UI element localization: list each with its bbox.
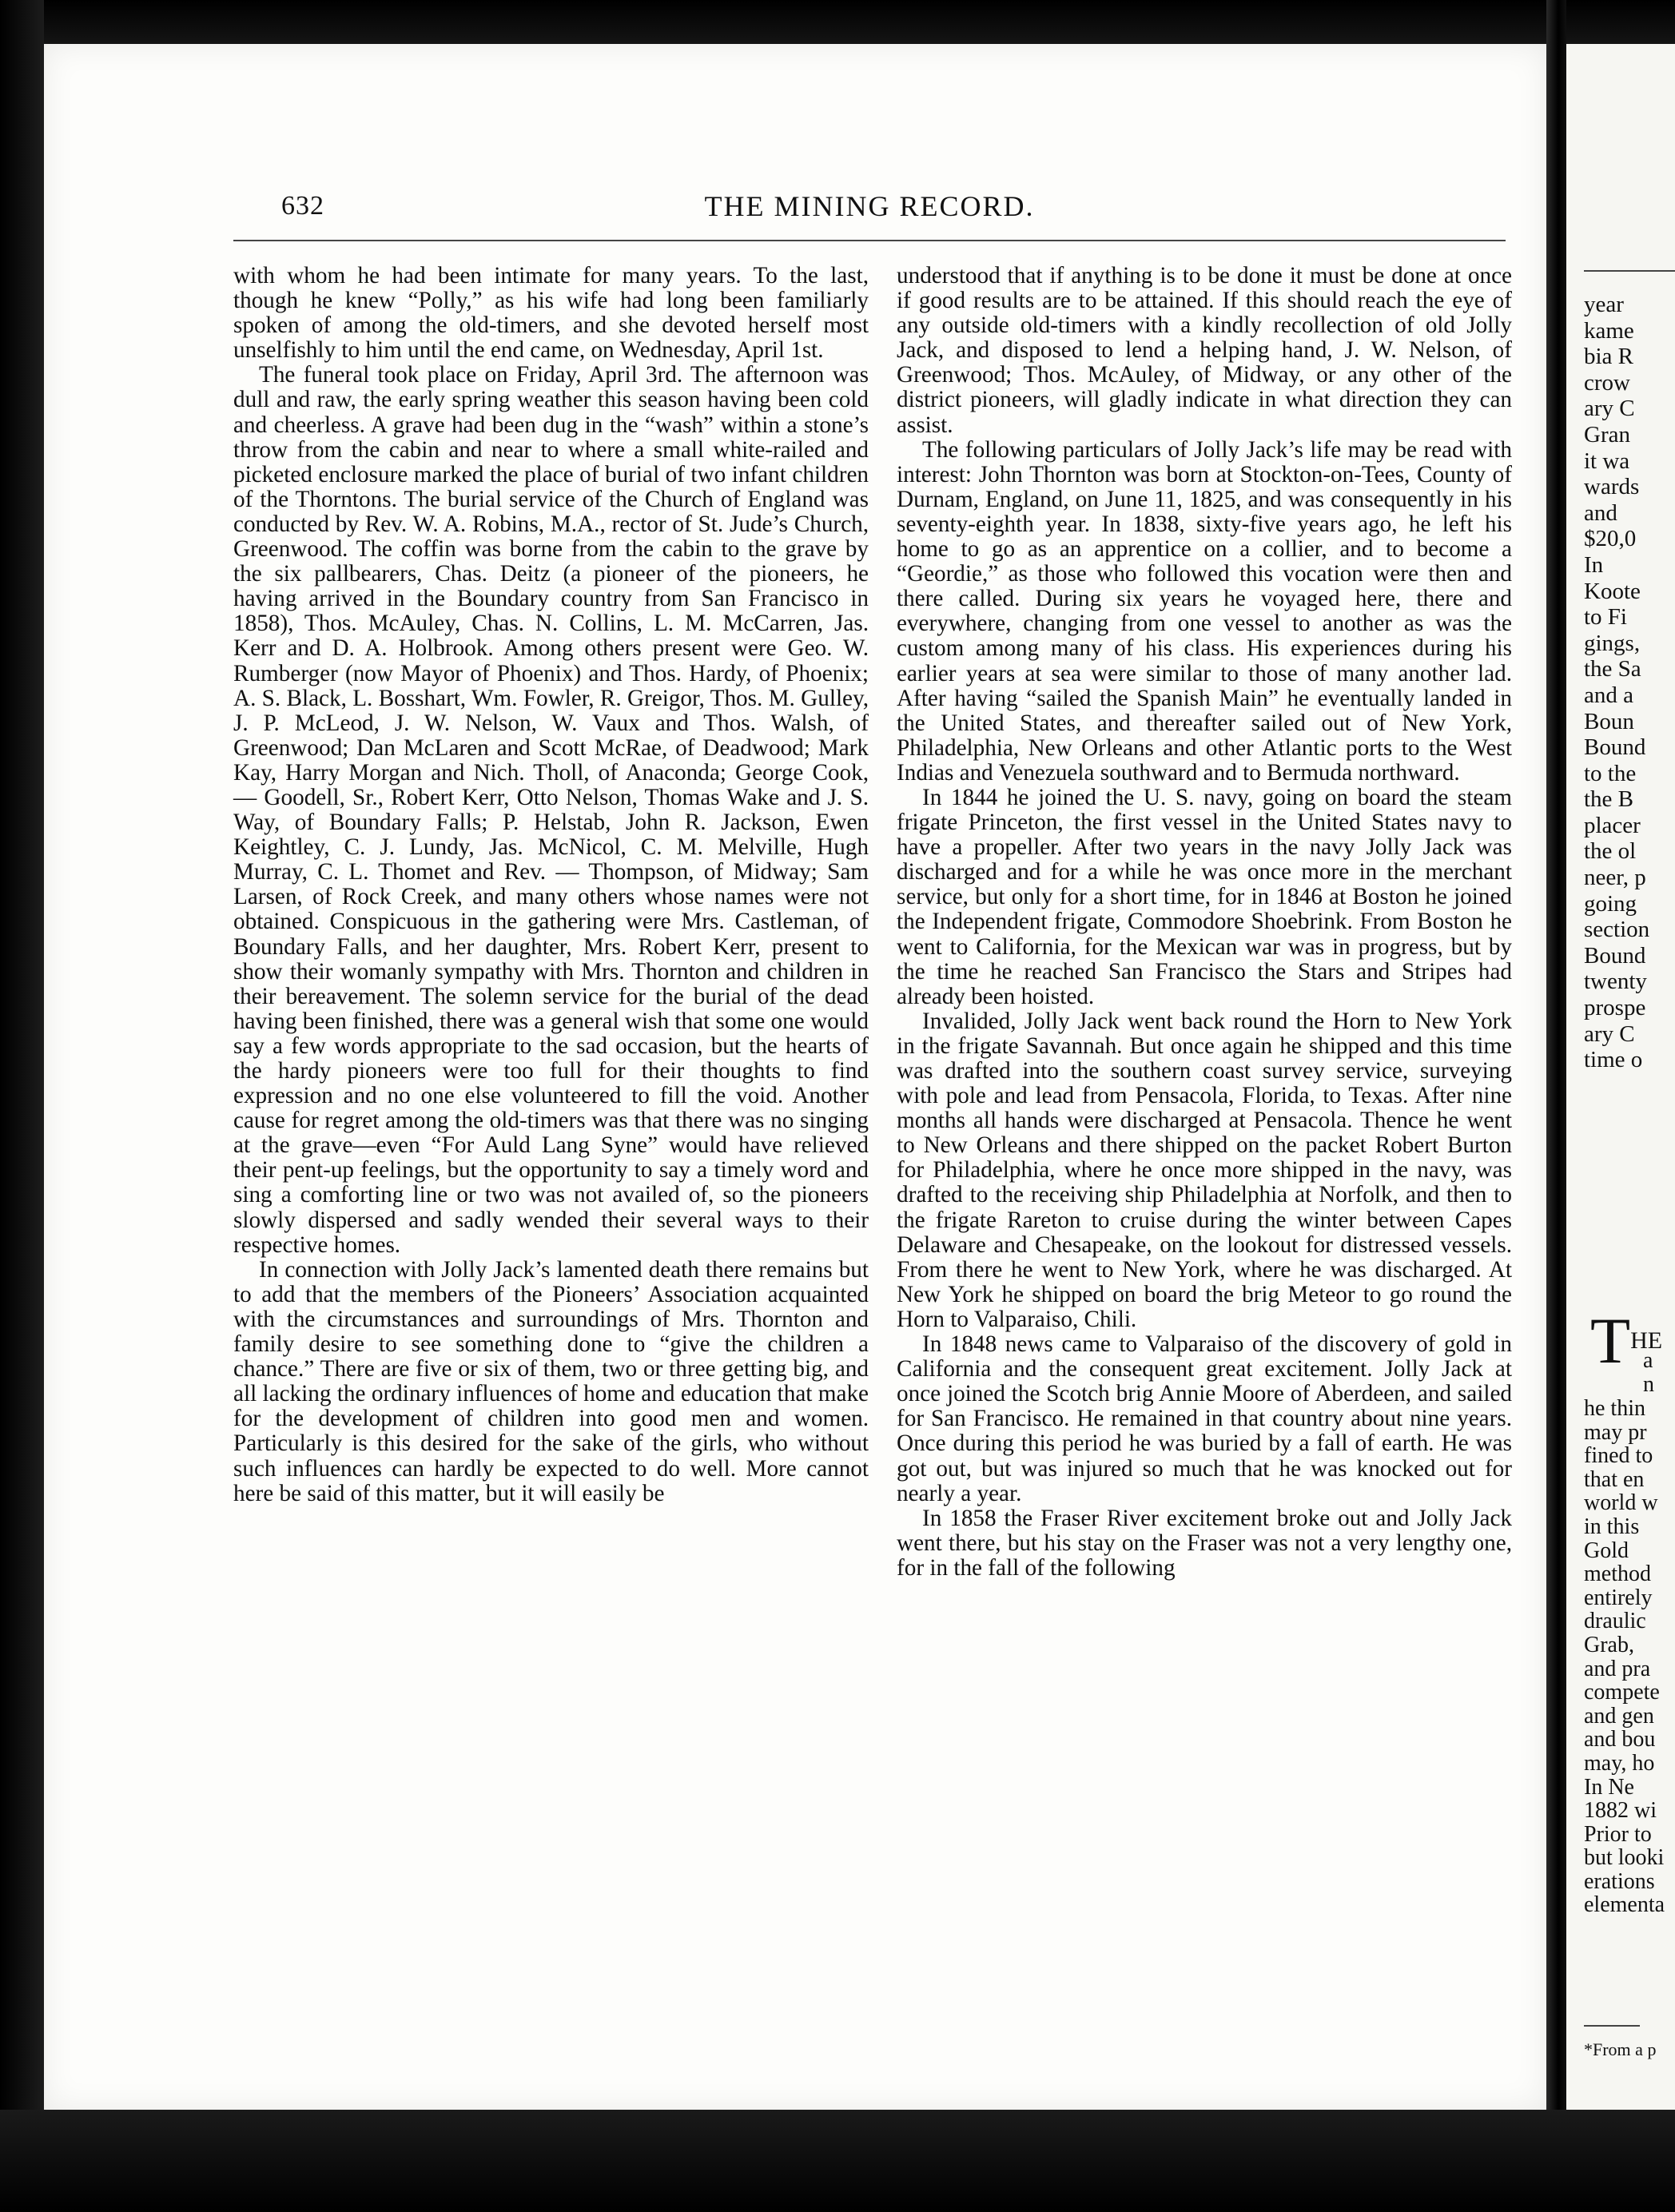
- scan-border-top: [0, 0, 1675, 44]
- text-fragment: Gran: [1584, 421, 1630, 448]
- text-fragment: crow: [1584, 369, 1630, 396]
- page-number: 632: [281, 191, 324, 221]
- text-fragment: 1882 wi: [1584, 1798, 1657, 1824]
- book-gutter: [1546, 0, 1566, 2212]
- text-fragment: prospe: [1584, 995, 1646, 1021]
- paragraph: with whom he had been intimate for many years. To the last, though he knew “Polly,” as his wife had long been familiarly spoken of among the old-timers, and she devoted herself most unselfishly to him until the end came, on Wednesday, April 1st.: [233, 263, 869, 364]
- right-column: [897, 264, 1512, 1581]
- paragraph: understood that if anything is to be done it must be done at once if good results are to be attained. If this should reach the eye of any outside old-timers with a kindly recollection of old Jolly Jack, and disposed to lend a helping hand, J. W. Nelson, of Greenwood; Thos. McAuley, of Midway, or any other of the district pioneers, will gladly indicate in what direction they can assist.: [897, 263, 1512, 438]
- text-fragment: ary C: [1584, 1020, 1635, 1047]
- text-fragment: $20,0: [1584, 526, 1637, 552]
- text-fragment: section: [1584, 917, 1650, 943]
- text-fragment: and: [1584, 499, 1617, 526]
- paragraph: In 1844 he joined the U. S. navy, going on board the steam frigate Princeton, the first vessel in the United States navy to have a propeller. After two years in the navy Jolly Jack was discharged and for a while he was once more in the merchant service, but only for a short time, for in 1846 at Boston he joined the Independent frigate, Commodore Shoebrink. From Boston he went to California, for the Mexican war was in progress, but by the time he reached San Francisco the Stars and Stripes had already been hoisted.: [897, 784, 1512, 1009]
- text-fragment: In: [1584, 551, 1604, 578]
- paragraph: In 1858 the Fraser River excitement broke out and Jolly Jack went there, but his stay on the Fraser was not a very lengthy one, for in the fall of the following: [897, 1505, 1512, 1581]
- text-fragment: Gold: [1584, 1538, 1629, 1563]
- text-fragment: entirely: [1584, 1585, 1653, 1610]
- text-fragment: fined to: [1584, 1443, 1653, 1469]
- text-fragment: draulic: [1584, 1609, 1646, 1634]
- text-fragment: erations: [1584, 1868, 1655, 1894]
- text-fragment: method: [1584, 1562, 1651, 1587]
- text-fragment: and pra: [1584, 1656, 1651, 1681]
- drop-cap-continuation: HE: [1630, 1327, 1663, 1354]
- paragraph: In connection with Jolly Jack’s lamented death there remains but to add that the members of the Pioneers’ Association acquainted with the circumstances and surroundings of Mrs. Thornton and family desire to see something done to “give the children a chance.” There are five or six of them, two or three getting big, and all lacking the ordinary influences of home and education that make for the development of children into good men and women. Particularly is this desired for the sake of the girls, who without such influences can hardly be expected to do well. More cannot here be said of this matter, but it will easily be: [233, 1256, 869, 1506]
- scan-border-left: [0, 0, 44, 2212]
- text-fragment: to Fi: [1584, 604, 1627, 631]
- paragraph: Invalided, Jolly Jack went back round the Horn to New York in the frigate Savannah. But once again he shipped and this time was drafted into the southern coast survey service, surveying with pole and lead from Pensacola, Florida, to Texas. After nine months all hands were discharged at Pensacola. Thence he went to New Orleans and there shipped on the packet Robert Burton for Philadelphia, where he once more shipped in the navy, was drafted to the receiving ship Philadelphia at Norfolk, and then to the frigate Rareton to cruise during the winter between Capes Delaware and Chesapeake, on the lookout for distressed vessels. From there he went to New York, where he was discharged. At New York he shipped on board the brig Meteor to go round the Horn to Valparaiso, Chili.: [897, 1008, 1512, 1332]
- text-fragment: to the: [1584, 760, 1637, 786]
- facing-page-lower-text: [1584, 1397, 1675, 1917]
- paragraph: In 1848 news came to Valparaiso of the discovery of gold in California and the consequent great excitement. Jolly Jack at once joined the Scotch brig Annie Moore of Aberdeen, and sailed for San Francisco. He remained in that country about nine years. Once during this period he was buried by a fall of earth. He was got out, but was injured so much that he was knocked out for nearly a year.: [897, 1331, 1512, 1506]
- text-fragment: elementa: [1584, 1892, 1665, 1918]
- text-fragment: Grab,: [1584, 1632, 1634, 1657]
- text-fragment: wards: [1584, 474, 1640, 500]
- scan-border-bottom: [0, 2110, 1675, 2212]
- text-fragment: ary C: [1584, 396, 1635, 422]
- footnote-rule: [1584, 2025, 1640, 2027]
- text-fragment: a: [1643, 1348, 1653, 1373]
- header-rule: [233, 240, 1506, 241]
- text-fragment: and gen: [1584, 1703, 1654, 1729]
- text-fragment: Bound: [1584, 734, 1646, 761]
- facing-page-fragment: [1566, 44, 1675, 2110]
- text-fragment: and a: [1584, 682, 1633, 708]
- text-fragment: kame: [1584, 317, 1634, 344]
- text-fragment: but looki: [1584, 1845, 1665, 1871]
- text-fragment: may pr: [1584, 1419, 1647, 1445]
- text-fragment: bia R: [1584, 344, 1634, 370]
- text-fragment: neer, p: [1584, 865, 1646, 891]
- text-fragment: compete: [1584, 1680, 1660, 1705]
- footnote-fragment: *From a p: [1584, 2039, 1657, 2059]
- paragraph: The following particulars of Jolly Jack’s life may be read with interest: John Thornton was born at Stockton-on-Tees, County of Durnam, England, on June 11, 1825, and was consequently in his seventy-eighth year. In 1838, sixty-five years ago, he left his home to go as an apprentice on a collier, and to become a “Geordie,” as those who followed this vocation were then and there called. During six years he voyaged here, there and everywhere, changing from one vessel to another as was the custom among many of his class. His experiences during his earlier years at sea were similar to those of many another lad. After having “sailed the Spanish Main” he eventually landed in the United States, and thereafter sailed out of New York, Philadelphia, New Orleans and other Atlantic ports to the West Indias and Venezuela southward and to Bermuda northward.: [897, 436, 1512, 786]
- text-fragment: the B: [1584, 786, 1634, 813]
- text-fragment: gings,: [1584, 630, 1641, 656]
- facing-page-upper-text: [1584, 292, 1675, 1073]
- text-fragment: Prior to: [1584, 1821, 1652, 1847]
- text-fragment: Bound: [1584, 942, 1646, 969]
- text-fragment: n: [1643, 1372, 1654, 1397]
- text-fragment: and bou: [1584, 1727, 1656, 1752]
- text-fragment: in this: [1584, 1514, 1640, 1539]
- text-fragment: he thin: [1584, 1396, 1645, 1421]
- text-fragment: world w: [1584, 1490, 1658, 1516]
- text-fragment: time o: [1584, 1047, 1643, 1073]
- text-fragment: Koote: [1584, 578, 1641, 604]
- text-fragment: going: [1584, 890, 1637, 917]
- text-fragment: it wa: [1584, 448, 1630, 474]
- text-fragment: Boun: [1584, 708, 1634, 734]
- text-fragment: year: [1584, 292, 1624, 317]
- paragraph: The funeral took place on Friday, April 3rd. The afternoon was dull and raw, the early spring weather this season having been cold and cheerless. A grave had been dug in the “wash” within a stone’s throw from the cabin and near to where a small white-railed and picketed enclosure marked the place of burial of two infant children of the Thorntons. The burial service of the Church of England was conducted by Rev. W. A. Robins, M.A., rector of St. Jude’s Church, Greenwood. The coffin was borne from the cabin to the grave by the six pallbearers, Chas. Deitz (a pioneer of the pioneers, he having arrived in the Boundary country from San Francisco in 1858), Thos. McAuley, Chas. N. Collins, L. M. McCarren, Jas. Kerr and D. A. Holbrook. Among others present were Geo. W. Rumberger (now Mayor of Phoenix) and Thos. Hardy, of Phoenix; A. S. Black, L. Bosshart, Wm. Fowler, R. Greigor, Thos. M. Gulley, J. P. McLeod, J. W. Nelson, W. Vaux and Thos. Walsh, of Greenwood; Dan McLaren and Scott McRae, of Deadwood; Mark Kay, Harry Morgan and Nich. Tholl, of Anaconda; George Cook, — Goodell, Sr., Robert Kerr, Otto Nelson, Thomas Wake and J. S. Way, of Boundary Falls; P. Helstab, John R. Jackson, Ewen Keightley, C. J. Lundy, Jas. McNicol, C. M. Melville, Hugh Murray, C. L. Thomet and Rev. — Thompson, of Midway; Sam Larsen, of Rock Creek, and many others whose names were not obtained. Conspicuous in the gathering were Mrs. Castleman, of Boundary Falls, and her daughter, Mrs. Robert Kerr, present to show their womanly sympathy with Mrs. Thornton and children in their bereavement. The solemn service for the burial of the dead having been finished, there was a general wish that some one would say a few words appropriate to the sad occasion, but the hearts of the hardy pioneers were too full for their thoughts to find expression and no one else volunteered to fill the void. Another cause for regret among the old-timers was that there was no singing at the grave—even “For Auld Lang Syne” would have relieved their pent-up feelings, but the opportunity to say a timely word and sing a comforting line or two was not availed of, so the pioneers slowly dispersed and sadly wended their several ways to their respective homes.: [233, 362, 869, 1258]
- text-fragment: may, ho: [1584, 1750, 1655, 1776]
- text-fragment: the Sa: [1584, 656, 1641, 682]
- text-fragment: twenty: [1584, 969, 1647, 995]
- page-header: [233, 180, 1506, 228]
- drop-cap-letter: T: [1590, 1304, 1631, 1377]
- text-fragment: that en: [1584, 1466, 1645, 1492]
- text-fragment: In Ne: [1584, 1774, 1634, 1800]
- text-fragment: the ol: [1584, 838, 1637, 865]
- facing-page-rule: [1584, 270, 1675, 272]
- left-column: [233, 264, 869, 1506]
- running-title: THE MINING RECORD.: [704, 190, 1035, 222]
- text-fragment: placer: [1584, 812, 1641, 838]
